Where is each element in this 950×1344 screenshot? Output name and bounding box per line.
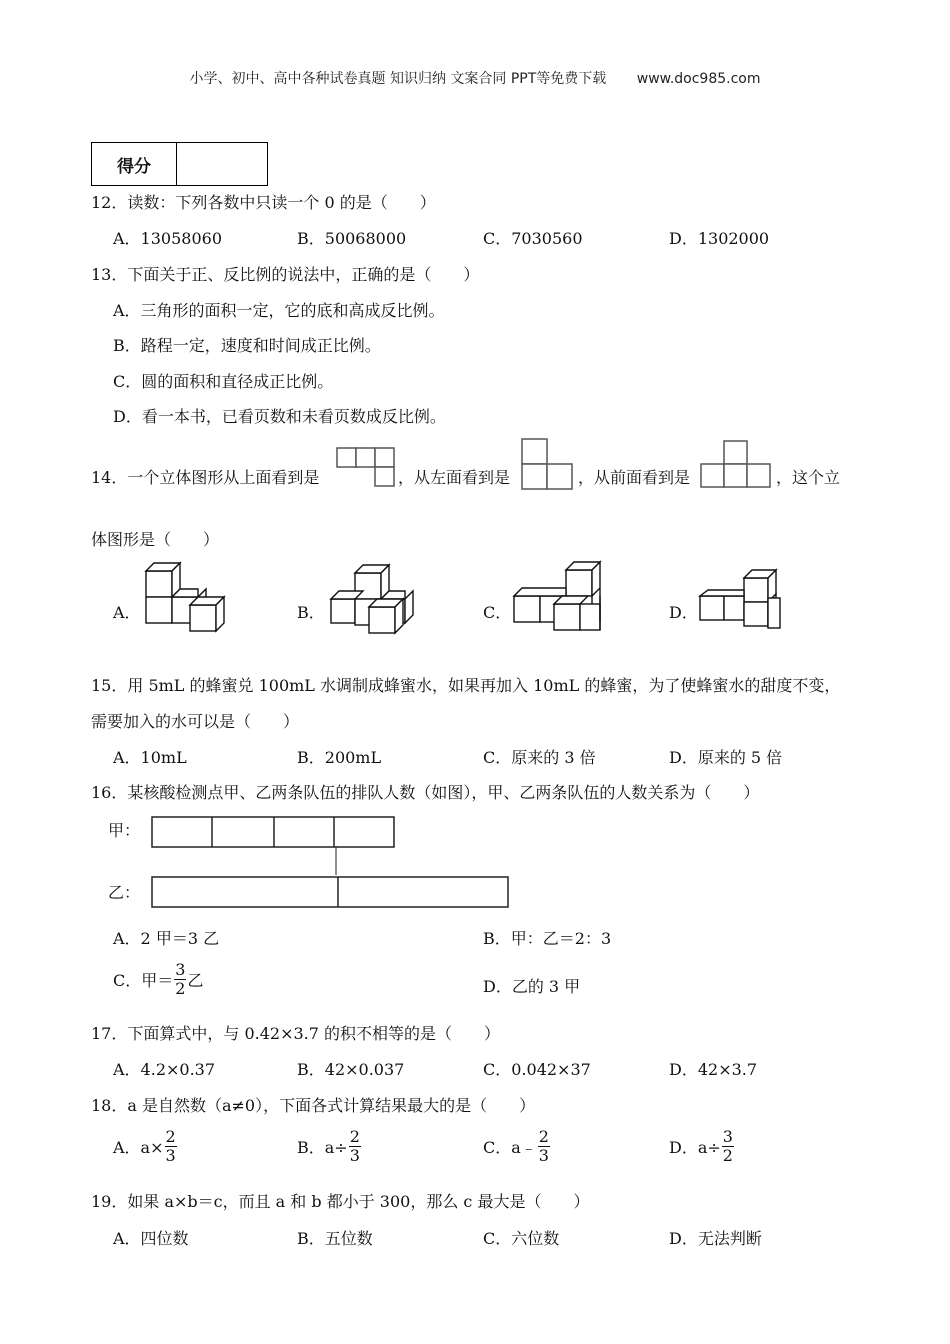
question-14-stem-part1: 14．一个立体图形从上面看到是 [91,468,320,487]
score-box [91,142,268,186]
q15-option-a[interactable]: A．10mL [113,748,187,767]
q13-option-b[interactable]: B．路程一定，速度和时间成正比例。 [113,336,381,355]
q12-option-c[interactable]: C．7030560 [483,229,583,248]
q18-option-b-fraction: $\frac{2}{3}$ [349,1127,360,1165]
q18-option-a-fraction: $\frac{2}{3}$ [165,1127,176,1165]
left-view-figure [521,438,573,490]
q18-option-d-fraction: $\frac{3}{2}$ [722,1127,733,1165]
q14-option-c[interactable]: C． [483,603,512,622]
question-15-stem-line2: 需要加入的水可以是（ ） [91,712,300,731]
q16-option-c-prefix: C．甲＝ [113,971,174,990]
q18-option-b-prefix: B．a÷ [297,1138,348,1157]
q19-option-c[interactable]: C．六位数 [483,1229,560,1248]
q14-option-d[interactable]: D． [669,603,698,622]
question-14-stem-part2: ，从左面看到是 [398,468,511,487]
header-text: 小学、初中、高中各种试卷真题 知识归纳 文案合同 PPT等免费下载 [189,71,607,87]
question-18-stem: 18．a 是自然数（a≠0），下面各式计算结果最大的是（ ） [91,1096,536,1115]
front-view-figure [700,440,772,490]
queue-diagram [150,815,512,911]
q17-option-c[interactable]: C．0.042×37 [483,1060,591,1079]
q19-option-d[interactable]: D．无法判断 [669,1229,762,1248]
q15-option-d[interactable]: D．原来的 5 倍 [669,748,783,767]
question-15-stem-line1: 15．用 5mL 的蜂蜜兑 100mL 水调制成蜂蜜水，如果再加入 10mL 的蜂蜜，为了使蜂蜜水的甜度不变， [91,676,841,695]
question-14-stem-part4: ，这个立 [776,468,841,487]
q18-option-d-prefix: D．a÷ [669,1138,721,1157]
page-header [0,68,950,88]
question-17-stem: 17．下面算式中，与 0.42×3.7 的积不相等的是（ ） [91,1024,501,1043]
q18-option-c-fraction: $\frac{2}{3}$ [538,1127,549,1165]
q18-option-a-prefix: A．a× [113,1138,164,1157]
q15-option-c[interactable]: C．原来的 3 倍 [483,748,596,767]
q12-option-d[interactable]: D．1302000 [669,229,770,248]
q14-option-b-figure[interactable] [329,563,419,635]
q19-option-a[interactable]: A．四位数 [113,1229,189,1248]
header-site: www.doc985.com [636,71,761,87]
question-16-stem: 16．某核酸检测点甲、乙两条队伍的排队人数（如图），甲、乙两条队伍的人数关系为（ ） [91,783,760,802]
question-12-stem: 12．读数：下列各数中只读一个 0 的是（ ） [91,193,436,212]
q14-option-d-figure[interactable] [698,570,788,634]
q16-option-a[interactable]: A．2 甲＝3 乙 [113,929,220,948]
q18-option-c-prefix: C．a﹣ [483,1138,537,1157]
q16-option-c-fraction: $\frac{3}{2}$ [175,960,186,998]
q18-option-a[interactable] [113,1129,178,1164]
q17-option-d[interactable]: D．42×3.7 [669,1060,758,1079]
q14-option-b[interactable]: B． [297,603,325,622]
question-14-stem-part3: ，从前面看到是 [578,468,691,487]
q17-option-a[interactable]: A．4.2×0.37 [113,1060,216,1079]
q17-option-b[interactable]: B．42×0.037 [297,1060,405,1079]
q15-option-b[interactable]: B．200mL [297,748,382,767]
q19-option-b[interactable]: B．五位数 [297,1229,373,1248]
q14-option-c-figure[interactable] [512,560,608,632]
question-19-stem: 19．如果 a×b＝c，而且 a 和 b 都小于 300，那么 c 最大是（ ） [91,1192,590,1211]
q18-option-b[interactable] [297,1129,362,1164]
score-blank-cell[interactable] [177,143,268,186]
q13-option-c[interactable]: C．圆的面积和直径成正比例。 [113,372,334,391]
q14-option-a[interactable]: A． [113,603,141,622]
q13-option-a[interactable]: A．三角形的面积一定，它的底和高成反比例。 [113,301,445,320]
queue-jia-label: 甲： [108,821,141,840]
q12-option-b[interactable]: B．50068000 [297,229,407,248]
q18-option-c[interactable] [483,1129,551,1164]
top-view-figure [336,447,396,487]
score-label: 得分 [92,143,177,186]
q12-option-a[interactable]: A．13058060 [113,229,222,248]
q14-option-a-figure[interactable] [144,561,234,633]
question-13-stem: 13．下面关于正、反比例的说法中，正确的是（ ） [91,265,480,284]
q16-option-d[interactable]: D．乙的 3 甲 [483,977,581,996]
q13-option-d[interactable]: D．看一本书，已看页数和未看页数成反比例。 [113,407,446,426]
q16-option-c[interactable] [113,962,203,997]
q16-option-b[interactable]: B．甲：乙＝2：3 [483,929,612,948]
queue-yi-label: 乙： [108,883,141,902]
q16-option-c-suffix: 乙 [187,971,204,990]
question-14-stem-line2: 体图形是（ ） [91,530,220,549]
q18-option-d[interactable] [669,1129,735,1164]
